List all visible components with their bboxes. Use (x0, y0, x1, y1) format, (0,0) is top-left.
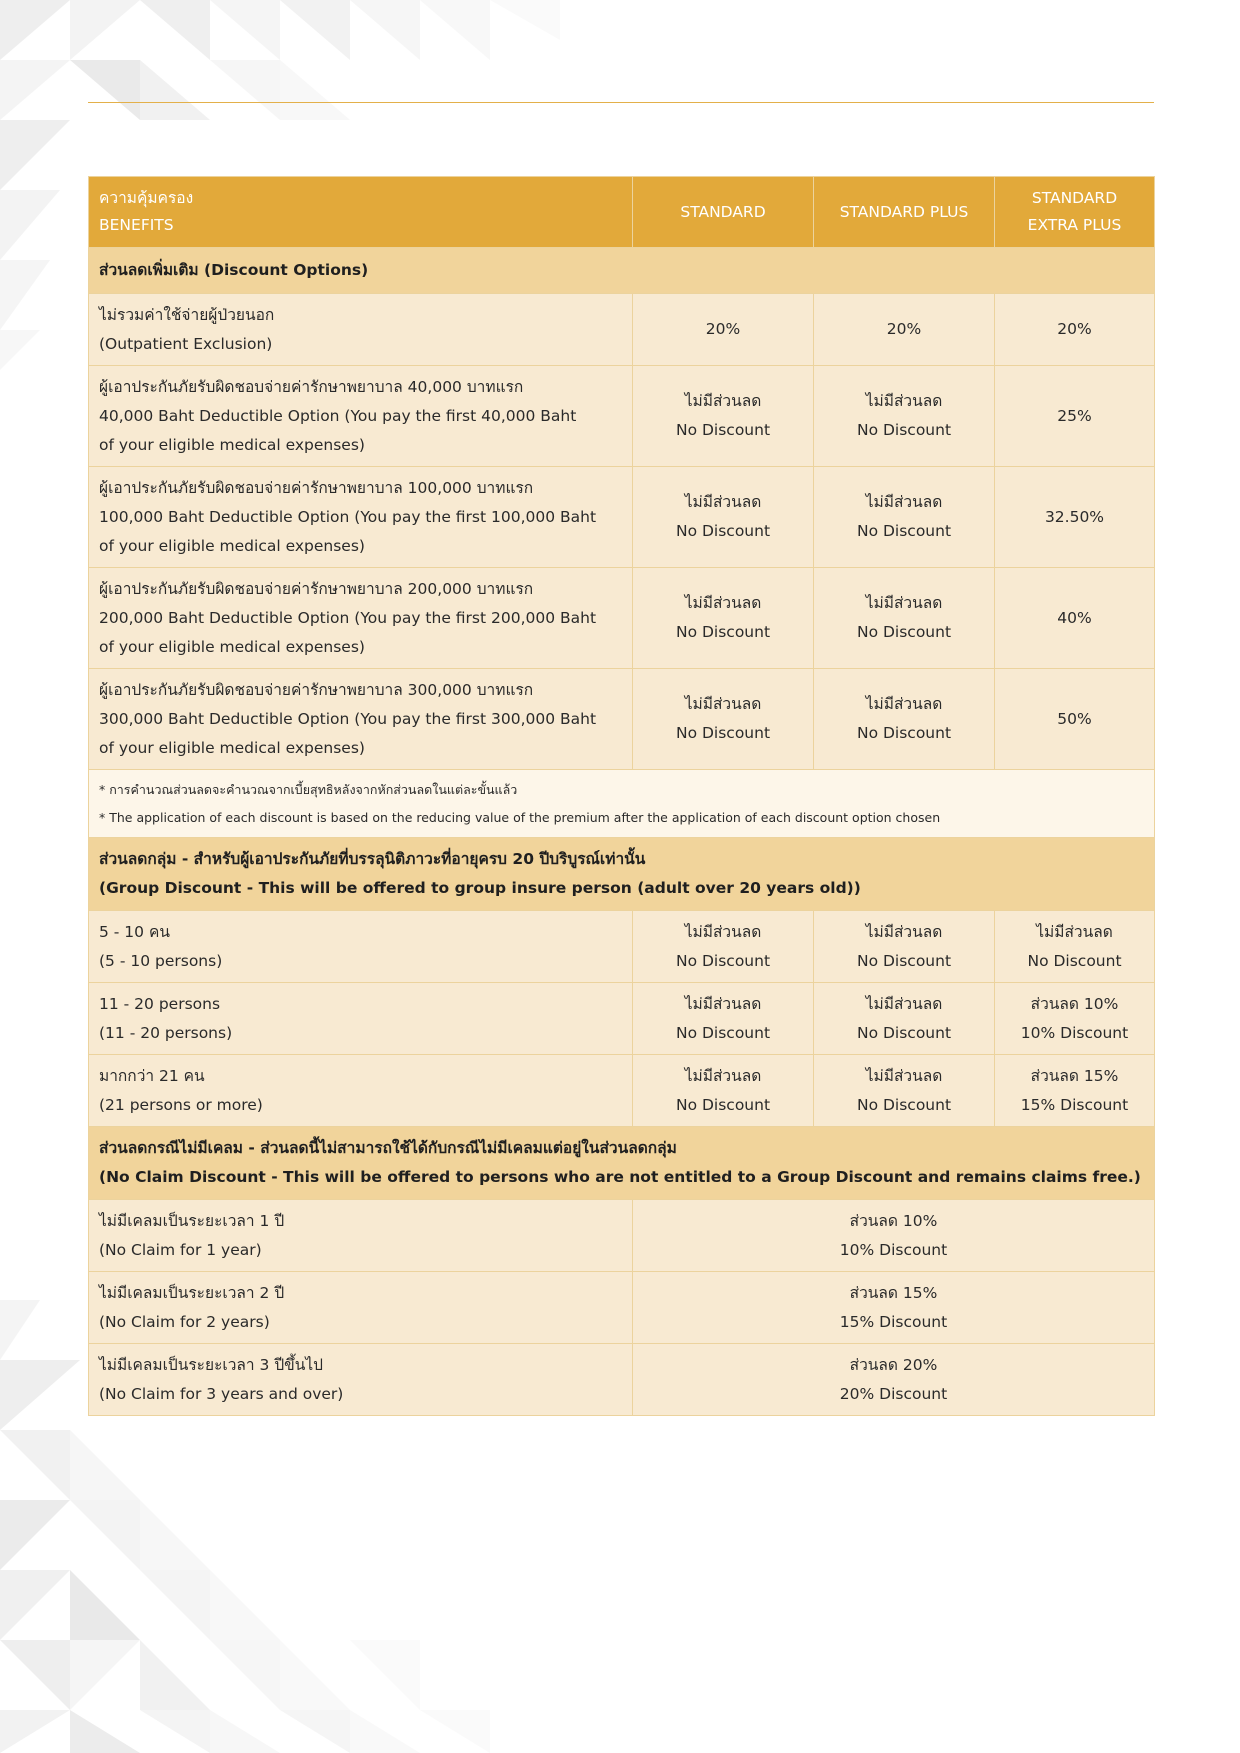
section-title (89, 1127, 1155, 1200)
extra-plus-value (995, 669, 1155, 770)
standard-value-line: No Discount (675, 951, 771, 970)
extra-plus-value-line: 50% (1057, 709, 1092, 728)
header-extra-plus-line1: STANDARD (1031, 189, 1118, 207)
section-discount-options (89, 248, 1155, 294)
standard-value (633, 366, 814, 467)
section-title: ส่วนลดเพิ่มเติม (Discount Options) (89, 248, 1155, 294)
standard-plus-value-line: No Discount (856, 1095, 952, 1114)
extra-plus-value-line: 10% Discount (1020, 1023, 1129, 1042)
discount-value-line: ส่วนลด 10% (849, 1211, 938, 1230)
top-divider (88, 102, 1154, 103)
noclaim-title-th: ส่วนลดกรณีไม่มีเคลม - ส่วนลดนี้ไม่สามารถใช้ได้กับกรณีไม่มีเคลมแต่อยู่ในส่วนลดกลุ่ม (99, 1139, 677, 1157)
standard-plus-value-line: ไม่มีส่วนลด (865, 594, 943, 612)
standard-value-line: No Discount (675, 522, 771, 540)
noclaim-title-en: (No Claim Discount - This will be offered to persons who are not entitled to a Group Discount and remains claims free.) (99, 1168, 1141, 1186)
discount-value-line: ส่วนลด 15% (849, 1283, 938, 1302)
discount-note (89, 770, 1155, 838)
standard-plus-value-line: ไม่มีส่วนลด (865, 1066, 943, 1085)
standard-plus-value (814, 911, 995, 983)
discount-option-row (89, 366, 1155, 467)
standard-plus-value-line: ไม่มีส่วนลด (865, 922, 943, 941)
section-no-claim-discount (89, 1127, 1155, 1200)
discount-note-row (89, 770, 1155, 838)
header-benefits-en: BENEFITS (99, 216, 174, 234)
extra-plus-value-line: No Discount (1027, 951, 1122, 970)
group-discount-rows (89, 911, 1155, 1127)
benefit-label-line: (No Claim for 2 years) (99, 1312, 270, 1331)
benefit-label (89, 294, 633, 366)
header-standard-extra-plus (995, 177, 1155, 248)
table-header-row (89, 177, 1155, 248)
standard-plus-value (814, 366, 995, 467)
benefit-label-line: of your eligible medical expenses) (99, 536, 365, 555)
extra-plus-value-line: 32.50% (1044, 507, 1105, 526)
standard-value-line: No Discount (675, 1023, 771, 1042)
no-claim-rows (89, 1200, 1155, 1416)
benefit-label-line: of your eligible medical expenses) (99, 637, 365, 656)
standard-plus-value-line: No Discount (856, 623, 952, 641)
standard-plus-value-line: No Discount (856, 1023, 952, 1042)
standard-plus-value-line: ไม่มีส่วนลด (865, 493, 943, 511)
benefit-label (89, 1272, 633, 1344)
standard-value (633, 568, 814, 669)
standard-value (633, 983, 814, 1055)
standard-plus-value-line: ไม่มีส่วนลด (865, 695, 943, 713)
benefit-label-line: (No Claim for 3 years and over) (99, 1384, 344, 1403)
discount-option-row (89, 669, 1155, 770)
extra-plus-value-line: ส่วนลด 15% (1030, 1066, 1119, 1085)
benefit-label (89, 1055, 633, 1127)
discount-option-row (89, 467, 1155, 568)
standard-value (633, 669, 814, 770)
extra-plus-value-line: ส่วนลด 10% (1030, 994, 1119, 1013)
benefit-label-line: 5 - 10 คน (99, 922, 170, 941)
group-discount-row (89, 1055, 1155, 1127)
discount-value-line: 20% Discount (839, 1384, 948, 1403)
extra-plus-value (995, 983, 1155, 1055)
discount-value-line: 10% Discount (839, 1240, 948, 1259)
benefit-label-line: ผู้เอาประกันภัยรับผิดชอบจ่ายค่ารักษาพยาบาล 200,000 บาทแรก (99, 579, 534, 598)
group-title-en: (Group Discount - This will be offered to group insure person (adult over 20 years old)) (99, 879, 861, 897)
benefit-label-line: ไม่รวมค่าใช้จ่ายผู้ป่วยนอก (99, 305, 275, 324)
standard-value-line: ไม่มีส่วนลด (684, 922, 762, 941)
standard-value-line: No Discount (675, 623, 771, 641)
no-claim-row (89, 1200, 1155, 1272)
benefit-label (89, 669, 633, 770)
discount-option-row (89, 294, 1155, 366)
standard-plus-value (814, 568, 995, 669)
extra-plus-value-line: 40% (1057, 608, 1092, 627)
benefit-label-line: of your eligible medical expenses) (99, 738, 365, 757)
standard-value-line: No Discount (675, 421, 771, 439)
standard-value-line: ไม่มีส่วนลด (684, 1066, 762, 1085)
group-title-th: ส่วนลดกลุ่ม - สำหรับผู้เอาประกันภัยที่บรรลุนิติภาวะที่อายุครบ 20 ปีบริบูรณ์เท่านั้น (99, 850, 646, 868)
standard-plus-value-line: ไม่มีส่วนลด (865, 392, 943, 410)
standard-value-line: 20% (705, 320, 741, 338)
extra-plus-value (995, 568, 1155, 669)
standard-plus-value (814, 467, 995, 568)
standard-value-line: No Discount (675, 1095, 771, 1114)
benefits-table (88, 176, 1155, 1416)
discount-value-line: ส่วนลด 20% (849, 1355, 938, 1374)
benefit-label-line: 200,000 Baht Deductible Option (You pay the first 200,000 Baht (99, 608, 597, 627)
standard-plus-value (814, 1055, 995, 1127)
benefit-label-line: (Outpatient Exclusion) (99, 334, 273, 353)
header-standard: STANDARD (633, 177, 814, 248)
standard-value-line: ไม่มีส่วนลด (684, 493, 762, 511)
discount-value (633, 1272, 1155, 1344)
benefit-label-line: (5 - 10 persons) (99, 951, 223, 970)
extra-plus-value-line: 25% (1057, 406, 1092, 425)
benefit-label (89, 1344, 633, 1416)
standard-value-line: ไม่มีส่วนลด (684, 994, 762, 1013)
extra-plus-value-line: 15% Discount (1020, 1095, 1129, 1114)
standard-value (633, 294, 814, 366)
benefit-label-line: มากกว่า 21 คน (99, 1066, 205, 1085)
benefit-label (89, 1200, 633, 1272)
header-benefits (89, 177, 633, 248)
extra-plus-value (995, 366, 1155, 467)
note-en: * The application of each discount is based on the reducing value of the premium after the application of each discount option chosen (99, 809, 941, 825)
extra-plus-value-line: 20% (1057, 320, 1092, 338)
discount-value (633, 1200, 1155, 1272)
benefit-label-line: ไม่มีเคลมเป็นระยะเวลา 2 ปี (99, 1283, 285, 1302)
header-extra-plus-line2: EXTRA PLUS (1027, 216, 1122, 234)
standard-plus-value-line: No Discount (856, 951, 952, 970)
standard-value (633, 1055, 814, 1127)
standard-plus-value (814, 669, 995, 770)
header-benefits-th: ความคุ้มครอง (99, 189, 194, 207)
standard-plus-value (814, 983, 995, 1055)
discount-value (633, 1344, 1155, 1416)
note-th: * การคำนวณส่วนลดจะคำนวณจากเบี้ยสุทธิหลังจากหักส่วนลดในแต่ละขั้นแล้ว (99, 781, 518, 797)
group-discount-row (89, 983, 1155, 1055)
standard-plus-value-line: No Discount (856, 724, 952, 742)
benefit-label-line: ผู้เอาประกันภัยรับผิดชอบจ่ายค่ารักษาพยาบาล 100,000 บาทแรก (99, 478, 534, 497)
extra-plus-value-line: ไม่มีส่วนลด (1036, 922, 1113, 941)
no-claim-row (89, 1344, 1155, 1416)
benefit-label-line: ผู้เอาประกันภัยรับผิดชอบจ่ายค่ารักษาพยาบาล 40,000 บาทแรก (99, 377, 524, 396)
no-claim-row (89, 1272, 1155, 1344)
extra-plus-value (995, 467, 1155, 568)
benefit-label-line: (21 persons or more) (99, 1095, 263, 1114)
discount-value-line: 15% Discount (839, 1312, 948, 1331)
benefit-label-line: ไม่มีเคลมเป็นระยะเวลา 3 ปีขึ้นไป (99, 1355, 323, 1374)
extra-plus-value (995, 294, 1155, 366)
discount-options-rows (89, 294, 1155, 770)
benefit-label-line: ผู้เอาประกันภัยรับผิดชอบจ่ายค่ารักษาพยาบาล 300,000 บาทแรก (99, 680, 534, 699)
benefit-label-line: (11 - 20 persons) (99, 1023, 233, 1042)
standard-plus-value-line: No Discount (856, 522, 952, 540)
group-discount-row (89, 911, 1155, 983)
benefit-label-line: 100,000 Baht Deductible Option (You pay the first 100,000 Baht (99, 507, 597, 526)
standard-value (633, 467, 814, 568)
standard-plus-value-line: No Discount (856, 421, 952, 439)
benefit-label (89, 568, 633, 669)
section-group-discount (89, 838, 1155, 911)
extra-plus-value (995, 911, 1155, 983)
benefit-label-line: 11 - 20 persons (99, 994, 221, 1013)
extra-plus-value (995, 1055, 1155, 1127)
standard-plus-value-line: ไม่มีส่วนลด (865, 994, 943, 1013)
benefit-label-line: ไม่มีเคลมเป็นระยะเวลา 1 ปี (99, 1211, 285, 1230)
benefit-label-line: 40,000 Baht Deductible Option (You pay the first 40,000 Baht (99, 406, 577, 425)
standard-value-line: No Discount (675, 724, 771, 742)
standard-value (633, 911, 814, 983)
standard-value-line: ไม่มีส่วนลด (684, 695, 762, 713)
benefit-label (89, 911, 633, 983)
benefit-label-line: 300,000 Baht Deductible Option (You pay the first 300,000 Baht (99, 709, 597, 728)
standard-plus-value-line: 20% (886, 320, 922, 338)
benefit-label (89, 983, 633, 1055)
benefit-label-line: of your eligible medical expenses) (99, 435, 365, 454)
standard-value-line: ไม่มีส่วนลด (684, 594, 762, 612)
benefit-label (89, 366, 633, 467)
standard-plus-value (814, 294, 995, 366)
section-title (89, 838, 1155, 911)
benefit-label (89, 467, 633, 568)
discount-option-row (89, 568, 1155, 669)
header-standard-plus: STANDARD PLUS (814, 177, 995, 248)
benefit-label-line: (No Claim for 1 year) (99, 1240, 262, 1259)
standard-value-line: ไม่มีส่วนลด (684, 392, 762, 410)
